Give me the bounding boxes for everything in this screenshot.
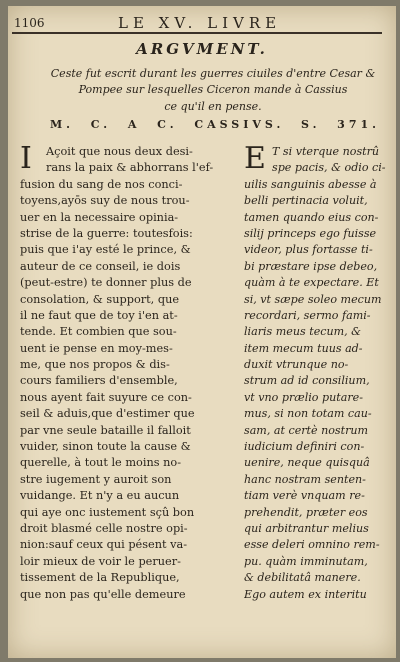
running-title: LE XV. LIVRE (118, 14, 282, 32)
book-page (8, 6, 396, 658)
drop-cap-latin: E (244, 141, 266, 176)
drop-cap: I (20, 141, 32, 176)
page-number: 1106 (14, 16, 45, 30)
argument-text: Ceste fut escrit durant les guerres ciuiles d'entre Cesar & Pompee sur lesquelles Ciceron mande à Cassius ce qu'il en pense. (50, 67, 376, 113)
header-rule (12, 32, 382, 34)
french-column: I Açoit que nous deux desi- rans la paix & abhorrans l'ef- fusion du sang de nos conci- toyens,ayōs suy de nous trou- uer en la necessaire opinia- strise de la guerre: toutesfois: puis que i'ay esté le prince, & auteur de ce conseil, ie dois (peut-estre) te donner plus de consolation, & support, que il ne faut que de toy i'en at- tende. Et combien que sou- uent ie pense en moy-mes- me, que nos propos & dis- cours familiers d'ensemble, nous ayent fait suyure ce con- seil & aduis,que d'estimer que par vne seule bataille il falloit vuider, sinon toute la cause & querelle, à tout le moins no- stre iugement y auroit son vuidange. Et n'y a eu aucun qui aye onc iustement sçû bon droit blasmé celle nostre opi- nion:sauf ceux qui pésent va- loir mieux de voir le peruer- tissement de la Republique, que non pas qu'elle demeure (20, 141, 214, 601)
argument-heading: ARGVMENT. (136, 40, 268, 58)
latin-column: E T si vterque nostrû spe pacis, & odio ci- uilis sanguinis abesse à belli pertinacia voluit, tamen quando eius con- silij princeps ego fuisse videor, plus fortasse ti- bi præstare ipse debeo, quàm à te expectare. Et si, vt sæpe soleo mecum recordari, sermo fami- liaris meus tecum, & item mecum tuus ad- duxit vtrunque no- strum ad id consilium, vt vno prælio putare- mus, si non totam cau- sam, at certè nostrum iudicium definiri con- uenire, neque quisquâ hanc nostram senten- tiam verè vnquam re- prehendit, præter eos qui arbitrantur melius esse deleri omnino rem- pu. quàm imminutam, & debilitatâ manere. Ego autem ex interitu (244, 141, 386, 601)
salutation: M. C. A C. CASSIVS. S. 371. (50, 118, 380, 131)
